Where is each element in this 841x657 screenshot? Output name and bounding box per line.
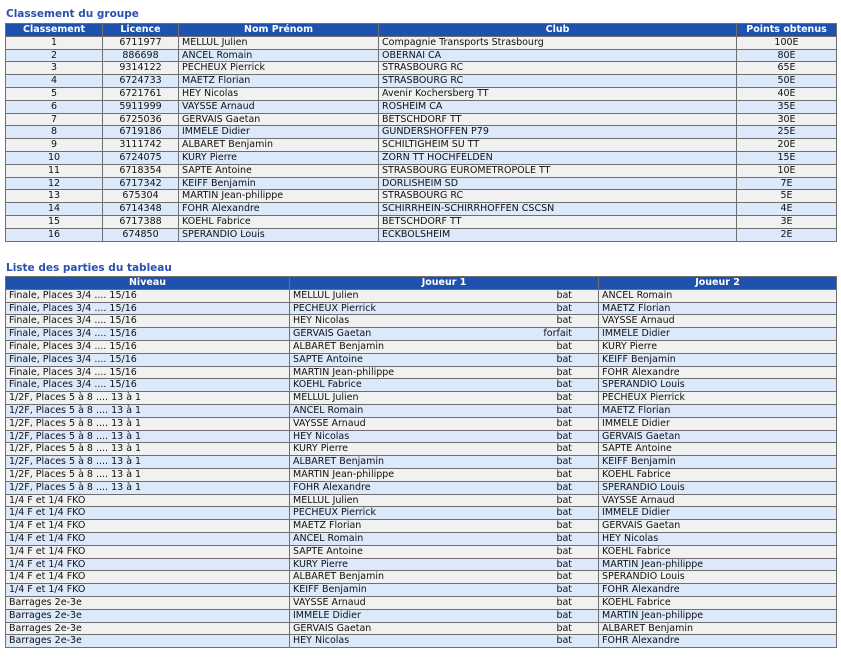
cell-points: 100E	[737, 36, 837, 49]
cell-result: bat	[528, 353, 599, 366]
cell-result: bat	[528, 622, 599, 635]
cell-points: 4E	[737, 203, 837, 216]
cell-joueur-1: MAETZ Florian	[290, 520, 528, 533]
cell-joueur-1: GERVAIS Gaetan	[290, 622, 528, 635]
cell-joueur-2: SPERANDIO Louis	[599, 481, 837, 494]
cell-joueur-1: MELLUL Julien	[290, 289, 528, 302]
cell-joueur-2: HEY Nicolas	[599, 532, 837, 545]
cell-joueur-2: VAYSSE Arnaud	[599, 315, 837, 328]
cell-joueur-1: ALBARET Benjamin	[290, 571, 528, 584]
cell-niveau: 1/4 F et 1/4 FKO	[6, 545, 290, 558]
table-row	[6, 417, 837, 430]
cell-club: GUNDERSHOFFEN P79	[379, 126, 737, 139]
cell-nom-prenom: KEIFF Benjamin	[179, 177, 379, 190]
cell-niveau: Finale, Places 3/4 .... 15/16	[6, 315, 290, 328]
cell-niveau: Finale, Places 3/4 .... 15/16	[6, 328, 290, 341]
cell-licence: 6711977	[103, 36, 179, 49]
table-row	[6, 302, 837, 315]
cell-niveau: 1/4 F et 1/4 FKO	[6, 571, 290, 584]
cell-joueur-2: IMMELE Didier	[599, 507, 837, 520]
cell-niveau: 1/2F, Places 5 à 8 .... 13 à 1	[6, 430, 290, 443]
table-row	[6, 545, 837, 558]
cell-points: 30E	[737, 113, 837, 126]
cell-classement: 9	[6, 139, 103, 152]
table-row	[6, 228, 837, 241]
header-points: Points obtenus	[737, 24, 837, 37]
header-joueur-2: Joueur 2	[599, 277, 837, 290]
cell-classement: 7	[6, 113, 103, 126]
cell-joueur-2: ANCEL Romain	[599, 289, 837, 302]
cell-licence: 9314122	[103, 62, 179, 75]
cell-classement: 11	[6, 164, 103, 177]
table-row	[6, 507, 837, 520]
cell-result: bat	[528, 430, 599, 443]
cell-joueur-1: VAYSSE Arnaud	[290, 596, 528, 609]
cell-joueur-2: PECHEUX Pierrick	[599, 392, 837, 405]
cell-result: bat	[528, 507, 599, 520]
cell-result: bat	[528, 379, 599, 392]
cell-joueur-1: GERVAIS Gaetan	[290, 328, 528, 341]
cell-niveau: 1/2F, Places 5 à 8 .... 13 à 1	[6, 443, 290, 456]
table-row	[6, 190, 837, 203]
cell-club: ECKBOLSHEIM	[379, 228, 737, 241]
cell-classement: 3	[6, 62, 103, 75]
cell-joueur-1: VAYSSE Arnaud	[290, 417, 528, 430]
cell-points: 5E	[737, 190, 837, 203]
cell-niveau: Barrages 2e-3e	[6, 596, 290, 609]
cell-joueur-2: SPERANDIO Louis	[599, 571, 837, 584]
cell-classement: 10	[6, 151, 103, 164]
cell-licence: 6718354	[103, 164, 179, 177]
table-row	[6, 62, 837, 75]
cell-niveau: Barrages 2e-3e	[6, 622, 290, 635]
cell-club: STRASBOURG RC	[379, 190, 737, 203]
cell-club: BETSCHDORF TT	[379, 113, 737, 126]
cell-points: 20E	[737, 139, 837, 152]
cell-club: BETSCHDORF TT	[379, 215, 737, 228]
table-row	[6, 164, 837, 177]
cell-niveau: 1/2F, Places 5 à 8 .... 13 à 1	[6, 481, 290, 494]
table-row	[6, 328, 837, 341]
cell-joueur-2: SAPTE Antoine	[599, 443, 837, 456]
cell-club: ROSHEIM CA	[379, 100, 737, 113]
cell-joueur-2: KOEHL Fabrice	[599, 468, 837, 481]
cell-joueur-1: ALBARET Benjamin	[290, 340, 528, 353]
cell-points: 50E	[737, 75, 837, 88]
cell-joueur-2: IMMELE Didier	[599, 417, 837, 430]
cell-result: bat	[528, 558, 599, 571]
cell-niveau: 1/4 F et 1/4 FKO	[6, 532, 290, 545]
cell-club: SCHILTIGHEIM SU TT	[379, 139, 737, 152]
cell-joueur-1: ANCEL Romain	[290, 404, 528, 417]
matches-title: Liste des parties du tableau	[6, 262, 172, 274]
table-row	[6, 315, 837, 328]
cell-club: STRASBOURG EUROMETROPOLE TT	[379, 164, 737, 177]
cell-nom-prenom: HEY Nicolas	[179, 87, 379, 100]
cell-joueur-1: KOEHL Fabrice	[290, 379, 528, 392]
cell-result: bat	[528, 494, 599, 507]
cell-classement: 8	[6, 126, 103, 139]
cell-joueur-1: MARTIN Jean-philippe	[290, 366, 528, 379]
cell-nom-prenom: VAYSSE Arnaud	[179, 100, 379, 113]
table-row	[6, 49, 837, 62]
cell-licence: 6724733	[103, 75, 179, 88]
header-club: Club	[379, 24, 737, 37]
cell-niveau: 1/2F, Places 5 à 8 .... 13 à 1	[6, 468, 290, 481]
cell-result: bat	[528, 545, 599, 558]
cell-classement: 2	[6, 49, 103, 62]
table-row	[6, 558, 837, 571]
cell-classement: 13	[6, 190, 103, 203]
cell-nom-prenom: SPERANDIO Louis	[179, 228, 379, 241]
cell-classement: 4	[6, 75, 103, 88]
cell-club: DORLISHEIM SD	[379, 177, 737, 190]
cell-joueur-1: SAPTE Antoine	[290, 353, 528, 366]
table-row	[6, 366, 837, 379]
cell-result: forfait	[528, 328, 599, 341]
cell-niveau: 1/4 F et 1/4 FKO	[6, 520, 290, 533]
matches-header-row	[6, 277, 837, 290]
table-row	[6, 468, 837, 481]
table-row	[6, 456, 837, 469]
table-row	[6, 75, 837, 88]
cell-nom-prenom: GERVAIS Gaetan	[179, 113, 379, 126]
header-licence: Licence	[103, 24, 179, 37]
cell-joueur-1: SAPTE Antoine	[290, 545, 528, 558]
header-niveau: Niveau	[6, 277, 290, 290]
table-row	[6, 203, 837, 216]
cell-result: bat	[528, 302, 599, 315]
cell-nom-prenom: SAPTE Antoine	[179, 164, 379, 177]
cell-niveau: 1/2F, Places 5 à 8 .... 13 à 1	[6, 392, 290, 405]
cell-joueur-2: FOHR Alexandre	[599, 366, 837, 379]
matches-table	[5, 276, 837, 648]
cell-joueur-2: FOHR Alexandre	[599, 584, 837, 597]
cell-joueur-1: HEY Nicolas	[290, 430, 528, 443]
cell-joueur-2: MARTIN Jean-philippe	[599, 609, 837, 622]
cell-result: bat	[528, 571, 599, 584]
table-row	[6, 392, 837, 405]
table-row	[6, 87, 837, 100]
cell-classement: 6	[6, 100, 103, 113]
table-row	[6, 100, 837, 113]
ranking-header-row	[6, 24, 837, 37]
cell-classement: 16	[6, 228, 103, 241]
table-row	[6, 635, 837, 648]
cell-result: bat	[528, 340, 599, 353]
cell-joueur-1: ANCEL Romain	[290, 532, 528, 545]
cell-licence: 6725036	[103, 113, 179, 126]
ranking-title: Classement du groupe	[6, 8, 139, 20]
cell-joueur-2: KEIFF Benjamin	[599, 353, 837, 366]
cell-niveau: 1/2F, Places 5 à 8 .... 13 à 1	[6, 456, 290, 469]
cell-result: bat	[528, 468, 599, 481]
cell-classement: 5	[6, 87, 103, 100]
table-row	[6, 353, 837, 366]
cell-niveau: Finale, Places 3/4 .... 15/16	[6, 340, 290, 353]
cell-points: 15E	[737, 151, 837, 164]
cell-joueur-2: FOHR Alexandre	[599, 635, 837, 648]
cell-result: bat	[528, 417, 599, 430]
cell-joueur-1: KURY Pierre	[290, 558, 528, 571]
cell-points: 80E	[737, 49, 837, 62]
cell-niveau: Finale, Places 3/4 .... 15/16	[6, 302, 290, 315]
ranking-table	[5, 23, 837, 242]
cell-club: OBERNAI CA	[379, 49, 737, 62]
cell-club: STRASBOURG RC	[379, 75, 737, 88]
cell-niveau: 1/4 F et 1/4 FKO	[6, 494, 290, 507]
cell-result: bat	[528, 520, 599, 533]
table-row	[6, 596, 837, 609]
cell-joueur-1: KEIFF Benjamin	[290, 584, 528, 597]
cell-licence: 6721761	[103, 87, 179, 100]
cell-niveau: Finale, Places 3/4 .... 15/16	[6, 366, 290, 379]
table-row	[6, 340, 837, 353]
cell-points: 25E	[737, 126, 837, 139]
cell-club: Compagnie Transports Strasbourg	[379, 36, 737, 49]
cell-nom-prenom: KURY Pierre	[179, 151, 379, 164]
cell-classement: 15	[6, 215, 103, 228]
cell-result: bat	[528, 404, 599, 417]
cell-joueur-1: KURY Pierre	[290, 443, 528, 456]
cell-joueur-2: SPERANDIO Louis	[599, 379, 837, 392]
cell-points: 65E	[737, 62, 837, 75]
cell-result: bat	[528, 289, 599, 302]
cell-joueur-2: KOEHL Fabrice	[599, 545, 837, 558]
table-row	[6, 584, 837, 597]
cell-nom-prenom: FOHR Alexandre	[179, 203, 379, 216]
cell-licence: 6719186	[103, 126, 179, 139]
table-row	[6, 520, 837, 533]
cell-result: bat	[528, 481, 599, 494]
cell-result: bat	[528, 596, 599, 609]
table-row	[6, 289, 837, 302]
cell-joueur-1: PECHEUX Pierrick	[290, 507, 528, 520]
cell-joueur-2: MAETZ Florian	[599, 404, 837, 417]
cell-licence: 6724075	[103, 151, 179, 164]
cell-joueur-2: GERVAIS Gaetan	[599, 520, 837, 533]
cell-joueur-2: MAETZ Florian	[599, 302, 837, 315]
cell-joueur-2: ALBARET Benjamin	[599, 622, 837, 635]
cell-nom-prenom: IMMELE Didier	[179, 126, 379, 139]
table-row	[6, 151, 837, 164]
cell-nom-prenom: PECHEUX Pierrick	[179, 62, 379, 75]
header-joueur-1: Joueur 1	[290, 277, 599, 290]
cell-points: 35E	[737, 100, 837, 113]
table-row	[6, 215, 837, 228]
cell-club: ZORN TT HOCHFELDEN	[379, 151, 737, 164]
cell-niveau: 1/4 F et 1/4 FKO	[6, 558, 290, 571]
table-row	[6, 404, 837, 417]
cell-joueur-2: KEIFF Benjamin	[599, 456, 837, 469]
cell-points: 10E	[737, 164, 837, 177]
cell-points: 2E	[737, 228, 837, 241]
cell-club: STRASBOURG RC	[379, 62, 737, 75]
table-row	[6, 36, 837, 49]
cell-classement: 1	[6, 36, 103, 49]
cell-joueur-2: VAYSSE Arnaud	[599, 494, 837, 507]
cell-points: 40E	[737, 87, 837, 100]
cell-joueur-1: MELLUL Julien	[290, 392, 528, 405]
cell-result: bat	[528, 315, 599, 328]
cell-nom-prenom: ALBARET Benjamin	[179, 139, 379, 152]
cell-nom-prenom: ANCEL Romain	[179, 49, 379, 62]
cell-joueur-2: GERVAIS Gaetan	[599, 430, 837, 443]
cell-joueur-1: PECHEUX Pierrick	[290, 302, 528, 315]
header-nom-prenom: Nom Prénom	[179, 24, 379, 37]
cell-licence: 5911999	[103, 100, 179, 113]
cell-result: bat	[528, 584, 599, 597]
table-row	[6, 622, 837, 635]
cell-niveau: 1/4 F et 1/4 FKO	[6, 507, 290, 520]
cell-niveau: Finale, Places 3/4 .... 15/16	[6, 379, 290, 392]
cell-result: bat	[528, 609, 599, 622]
cell-joueur-1: MELLUL Julien	[290, 494, 528, 507]
table-row	[6, 609, 837, 622]
cell-licence: 674850	[103, 228, 179, 241]
cell-niveau: 1/4 F et 1/4 FKO	[6, 584, 290, 597]
cell-joueur-2: KOEHL Fabrice	[599, 596, 837, 609]
table-row	[6, 177, 837, 190]
cell-joueur-2: IMMELE Didier	[599, 328, 837, 341]
cell-niveau: Barrages 2e-3e	[6, 635, 290, 648]
cell-club: SCHIRRHEIN-SCHIRRHOFFEN CSCSN	[379, 203, 737, 216]
cell-niveau: 1/2F, Places 5 à 8 .... 13 à 1	[6, 404, 290, 417]
table-row	[6, 126, 837, 139]
table-row	[6, 139, 837, 152]
cell-result: bat	[528, 366, 599, 379]
cell-nom-prenom: MELLUL Julien	[179, 36, 379, 49]
cell-licence: 6714348	[103, 203, 179, 216]
cell-result: bat	[528, 392, 599, 405]
table-row	[6, 430, 837, 443]
table-row	[6, 113, 837, 126]
cell-licence: 675304	[103, 190, 179, 203]
cell-joueur-1: ALBARET Benjamin	[290, 456, 528, 469]
table-row	[6, 532, 837, 545]
cell-licence: 6717388	[103, 215, 179, 228]
cell-classement: 14	[6, 203, 103, 216]
cell-result: bat	[528, 532, 599, 545]
cell-niveau: Finale, Places 3/4 .... 15/16	[6, 289, 290, 302]
cell-points: 7E	[737, 177, 837, 190]
cell-club: Avenir Kochersberg TT	[379, 87, 737, 100]
cell-result: bat	[528, 443, 599, 456]
cell-joueur-1: IMMELE Didier	[290, 609, 528, 622]
cell-joueur-2: KURY Pierre	[599, 340, 837, 353]
cell-nom-prenom: MAETZ Florian	[179, 75, 379, 88]
table-row	[6, 443, 837, 456]
cell-niveau: Finale, Places 3/4 .... 15/16	[6, 353, 290, 366]
table-row	[6, 379, 837, 392]
cell-licence: 886698	[103, 49, 179, 62]
table-row	[6, 494, 837, 507]
cell-licence: 6717342	[103, 177, 179, 190]
cell-joueur-1: FOHR Alexandre	[290, 481, 528, 494]
cell-result: bat	[528, 635, 599, 648]
header-classement: Classement	[6, 24, 103, 37]
cell-joueur-1: HEY Nicolas	[290, 315, 528, 328]
cell-classement: 12	[6, 177, 103, 190]
cell-nom-prenom: KOEHL Fabrice	[179, 215, 379, 228]
table-row	[6, 571, 837, 584]
table-row	[6, 481, 837, 494]
cell-joueur-2: MARTIN Jean-philippe	[599, 558, 837, 571]
cell-niveau: Barrages 2e-3e	[6, 609, 290, 622]
cell-licence: 3111742	[103, 139, 179, 152]
cell-result: bat	[528, 456, 599, 469]
cell-joueur-1: HEY Nicolas	[290, 635, 528, 648]
cell-nom-prenom: MARTIN Jean-philippe	[179, 190, 379, 203]
cell-joueur-1: MARTIN Jean-philippe	[290, 468, 528, 481]
cell-niveau: 1/2F, Places 5 à 8 .... 13 à 1	[6, 417, 290, 430]
cell-points: 3E	[737, 215, 837, 228]
